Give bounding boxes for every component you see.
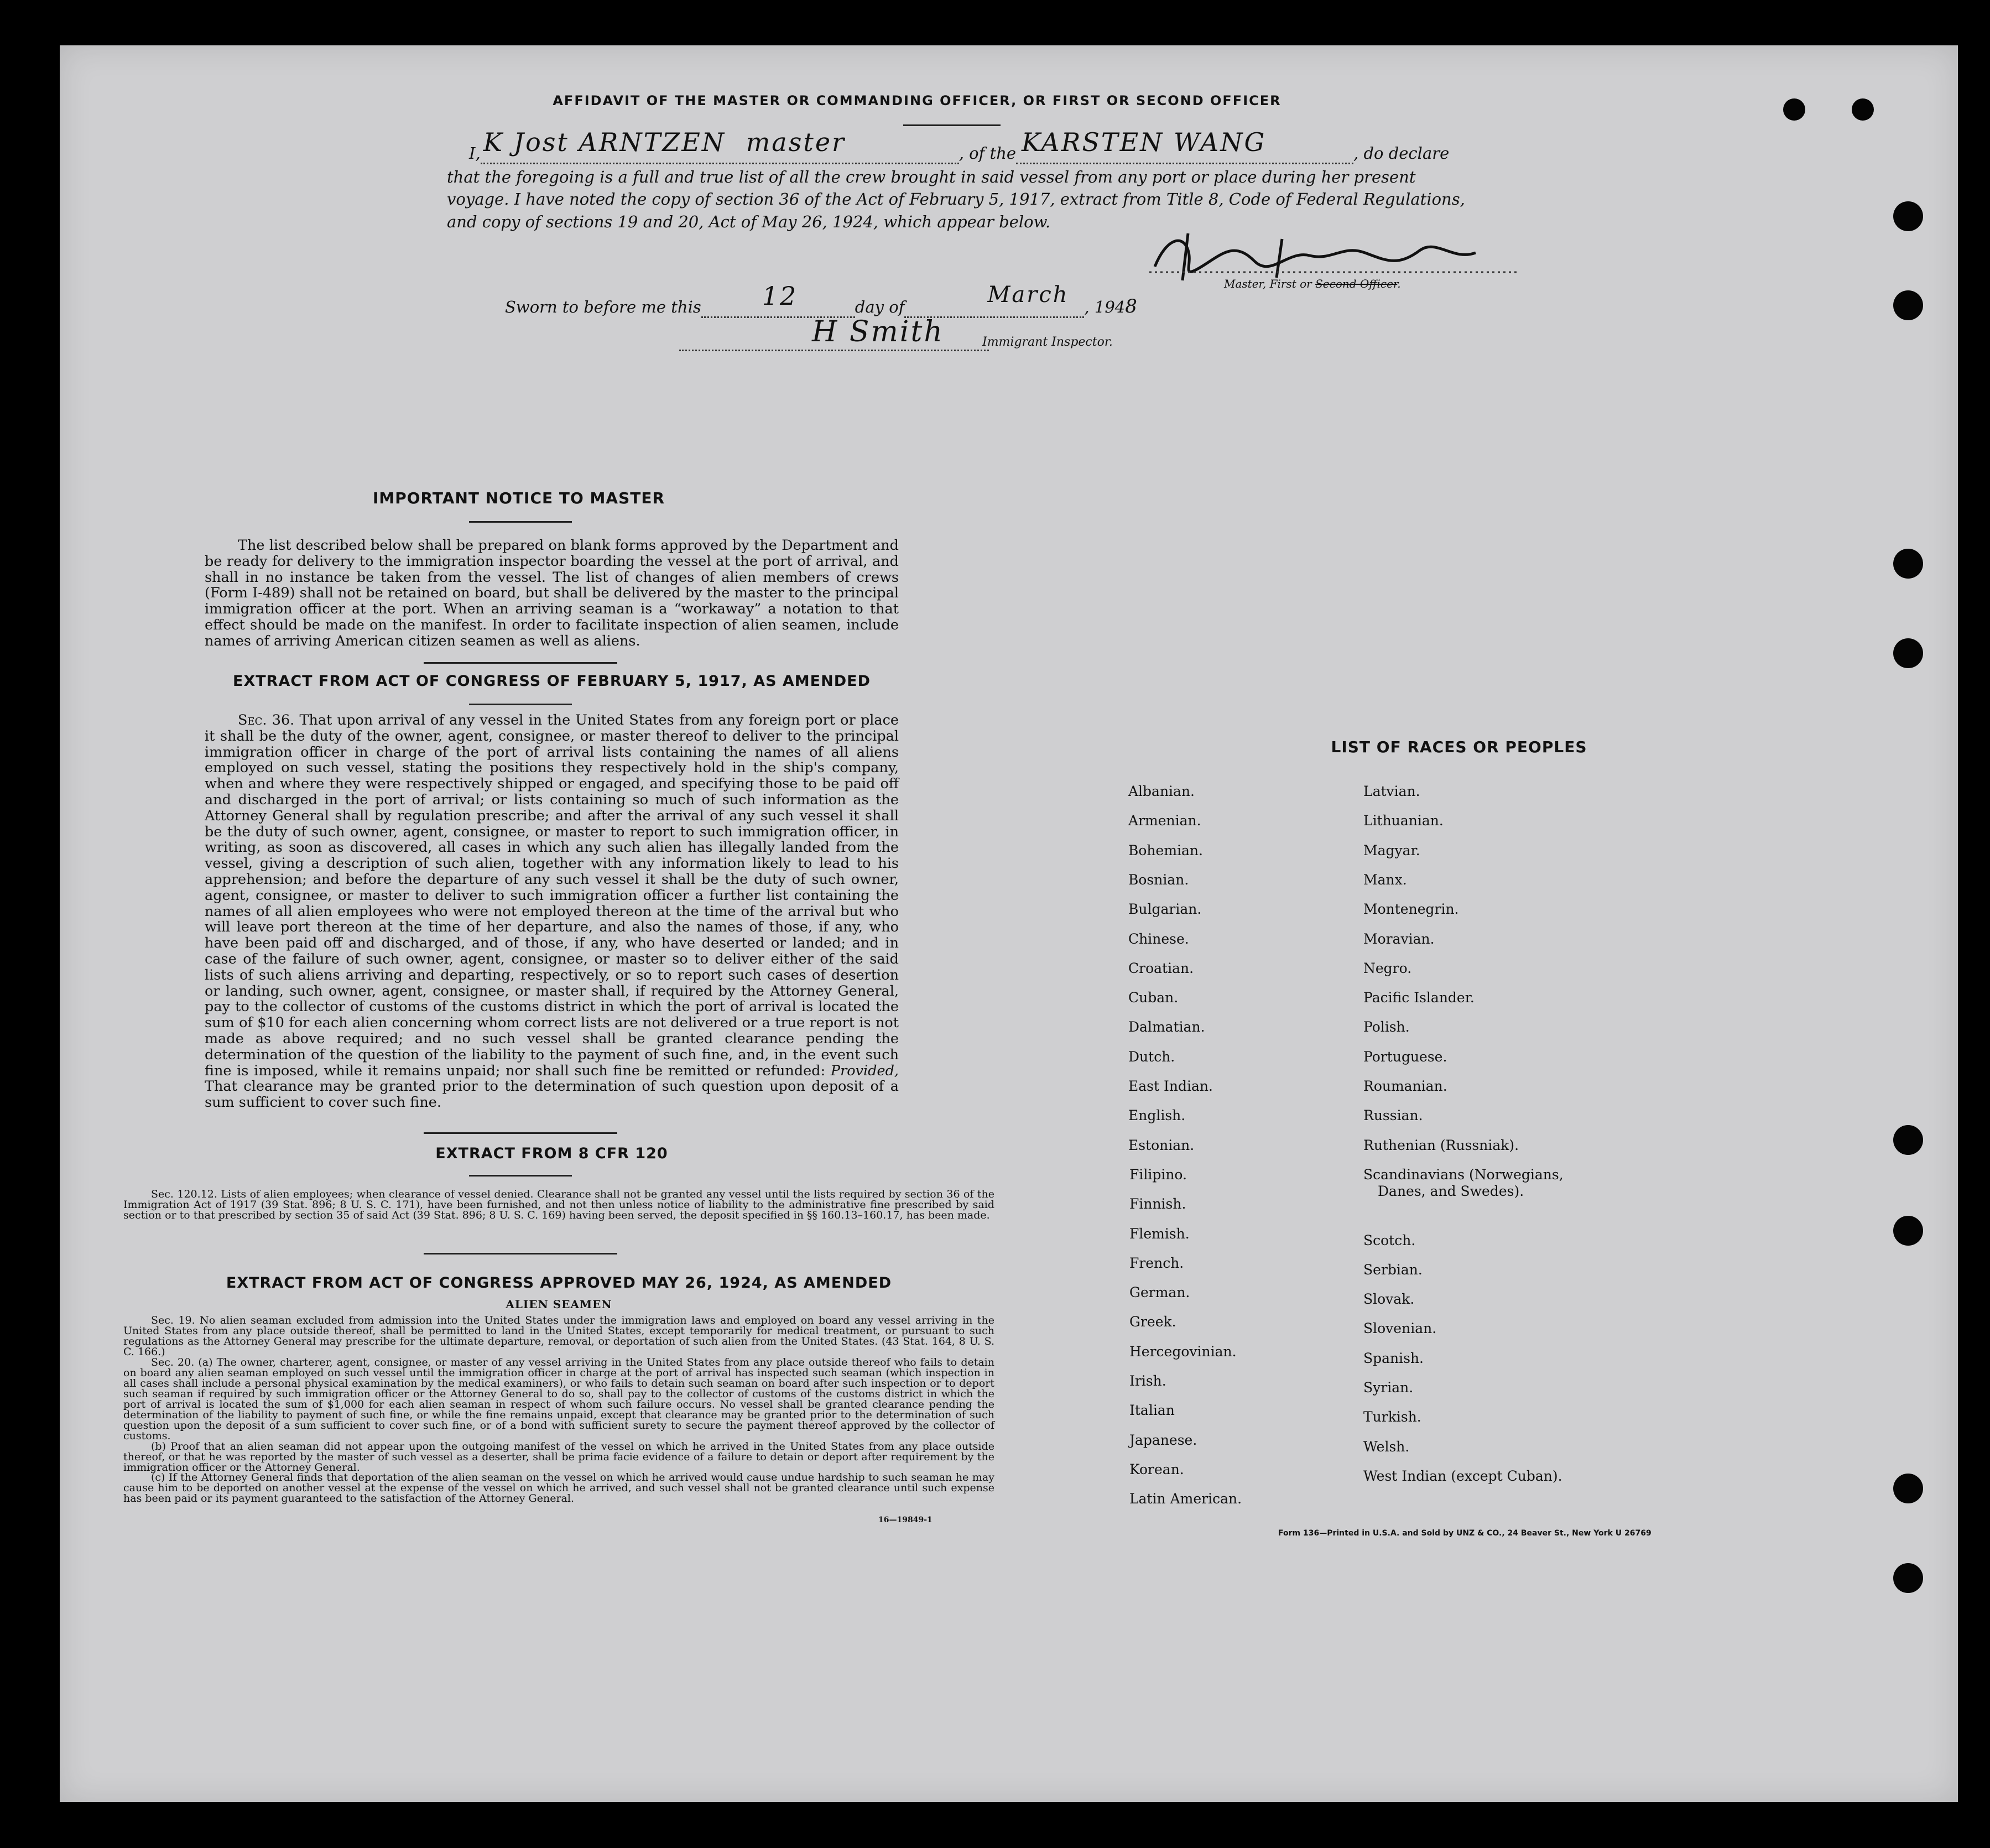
notice-rule bbox=[469, 521, 572, 523]
of-the-label: , of the bbox=[958, 144, 1017, 163]
punch-hole bbox=[1893, 290, 1923, 320]
punch-hole bbox=[1852, 98, 1874, 121]
extract-1917-rule bbox=[469, 704, 572, 705]
race-item: West Indian (except Cuban). bbox=[1363, 1467, 1562, 1484]
race-item: Albanian. bbox=[1128, 783, 1195, 799]
print-code: 16—19849-1 bbox=[878, 1516, 933, 1524]
race-item: Dalmatian. bbox=[1128, 1019, 1205, 1035]
punch-hole bbox=[1893, 201, 1923, 231]
cfr-title: EXTRACT FROM 8 CFR 120 bbox=[435, 1145, 668, 1162]
race-item: Turkish. bbox=[1363, 1409, 1421, 1425]
punch-hole bbox=[1893, 1125, 1923, 1155]
race-item: Croatian. bbox=[1128, 960, 1194, 976]
race-item: Polish. bbox=[1363, 1019, 1410, 1035]
race-item: Slovenian. bbox=[1363, 1320, 1437, 1337]
inspector-signature: H Smith bbox=[812, 315, 944, 348]
extract-1924-title: EXTRACT FROM ACT OF CONGRESS APPROVED MAY 26, 1924, AS AMENDED bbox=[226, 1274, 892, 1292]
sworn-line: Sworn to before me this 12 day of March , 1948 bbox=[505, 281, 1139, 317]
master-name: K Jost ARNTZEN bbox=[483, 127, 726, 157]
affidavit-title: AFFIDAVIT OF THE MASTER OR COMMANDING OFFICER, OR FIRST OR SECOND OFFICER bbox=[553, 93, 1281, 108]
section-divider bbox=[424, 1132, 617, 1134]
race-item: Welsh. bbox=[1363, 1438, 1410, 1455]
race-item: Spanish. bbox=[1363, 1350, 1424, 1366]
sworn-day: 12 bbox=[762, 281, 798, 311]
race-item: Korean. bbox=[1129, 1461, 1184, 1477]
cfr-rule bbox=[469, 1175, 572, 1177]
title-rule bbox=[903, 124, 1001, 126]
punch-hole bbox=[1893, 638, 1923, 668]
race-item: Russian. bbox=[1363, 1107, 1423, 1124]
race-item: Pacific Islander. bbox=[1363, 990, 1475, 1006]
race-item: Japanese. bbox=[1129, 1431, 1197, 1448]
extract-1917-text: Sec. 36. That upon arrival of any vessel in the United States from any foreign port or place it shall be the duty of the owner, agent, consignee, or master thereof to deliver to the principal immigration officer in charge of the port of arrival lists containing the names of all aliens employed on such vessel, stating the positions they respectively hold in the ship's company, when and where they were respectively shipped or engaged, and specifying those to be paid off and discharged in the port of arrival; or lists containing so much of such information as the Attorney General shall by regulation prescribe; and after the arrival of any such vessel it shall be the duty of such owner, agent, consignee, or master to report to such immigration officer, in writing, as soon as discovered, all cases in which any such alien has illegally landed from the vessel, giving a description of such alien, together with any information likely to lead to his apprehension; and before the departure of any such vessel it shall be the duty of such owner, agent, consignee, or master to deliver to such immigration officer a further list containing the names of all alien employees who were not employed thereon at the time of the arrival but who will leave port thereon at the time of her departure, and also the names of those, if any, who have been paid off and discharged, and of those, if any, who have deserted or landed; and in case of the failure of such owner, agent, consignee, or master so to deliver either of the said lists of such aliens arriving and departing, respectively, or so to report such cases of desertion or landing, such owner, agent, consignee, or master shall, if required by the Attorney General, pay to the collector of customs of the customs district in which the port of arrival is located the sum of $10 for each alien concerning whom correct lists are not delivered or a true report is not made as above required; and no such vessel shall be granted clearance pending the determination of the question of the liability to the payment of such fine, and, in the event such fine is imposed, while it remains unpaid; nor shall such fine be remitted or refunded: Provided, That clearance may be granted prior to the determination of such question upon deposit of a sum sufficient to cover such fine. bbox=[205, 712, 899, 1111]
race-item: Flemish. bbox=[1129, 1225, 1190, 1242]
race-item: Montenegrin. bbox=[1363, 901, 1459, 918]
race-item: Chinese. bbox=[1128, 930, 1189, 947]
race-item: Latvian. bbox=[1363, 783, 1420, 799]
race-item: Moravian. bbox=[1363, 930, 1435, 947]
race-item: Cuban. bbox=[1128, 990, 1179, 1006]
race-item: Portuguese. bbox=[1363, 1048, 1447, 1065]
sworn-month: March bbox=[987, 282, 1069, 308]
race-item: Lithuanian. bbox=[1363, 813, 1444, 829]
affidavit-line-2: that the foregoing is a full and true list of all the crew brought in said vessel from any port or place during her present bbox=[447, 168, 1416, 186]
inspector-caption: Immigrant Inspector. bbox=[982, 335, 1113, 349]
notice-title: IMPORTANT NOTICE TO MASTER bbox=[372, 489, 665, 507]
race-item: Manx. bbox=[1363, 871, 1407, 888]
extract-1924-subtitle: ALIEN SEAMEN bbox=[506, 1298, 612, 1311]
do-declare-label: , do declare bbox=[1353, 144, 1450, 163]
section-divider bbox=[424, 662, 617, 664]
sec-20c-text: (c) If the Attorney General finds that deportation of the alien seaman on the vessel on which he arrived would cause undue hardship to such seaman he may cause him to be deported on another vessel at the expense of the vessel on which he arrived, and such vessel shall not be granted clearance until such expense has been paid or its payment guaranteed to the satisfaction of the Attorney General. bbox=[123, 1471, 994, 1505]
race-item: Roumanian. bbox=[1363, 1078, 1447, 1094]
cfr-text: Sec. 120.12. Lists of alien employees; when clearance of vessel denied. Clearance shall not be granted any vessel until the lists required by section 36 of the Immigration Act of 1917 (39 Stat. 896; 8 U. S. C. 171), have been furnished, and not then unless notice of liability to the administrative fine prescribed by said section or to that prescribed by section 35 of said Act (39 Stat. 896; 8 U. S. C. 169) having been served, the deposit specified in §§ 160.13–160.17, has been made. bbox=[123, 1188, 994, 1221]
master-name-field bbox=[481, 127, 959, 164]
affidavit-line-1 bbox=[469, 127, 1575, 164]
race-item: Dutch. bbox=[1128, 1048, 1175, 1065]
vessel-name-field bbox=[1016, 127, 1353, 164]
race-item: East Indian. bbox=[1128, 1078, 1213, 1094]
master-role: master bbox=[746, 127, 846, 157]
race-item: Latin American. bbox=[1129, 1491, 1242, 1507]
race-item: Slovak. bbox=[1363, 1291, 1415, 1308]
document-page bbox=[60, 45, 1958, 1802]
sworn-year: 194 bbox=[1094, 298, 1126, 316]
race-item: French. bbox=[1129, 1254, 1184, 1271]
race-item: Hercegovinian. bbox=[1129, 1343, 1237, 1360]
race-item: Danes, and Swedes). bbox=[1378, 1183, 1524, 1199]
i-prefix: I, bbox=[469, 144, 481, 163]
punch-hole bbox=[1783, 98, 1805, 121]
race-item: Finnish. bbox=[1129, 1196, 1186, 1212]
sec-20a-text: Sec. 20. (a) The owner, charterer, agent, consignee, or master of any vessel arriving in the United States from any place outside thereof who fails to detain on board any alien seaman employed on such vessel until the immigration officer in charge at the port of arrival has inspected such seaman (which inspection in all cases shall include a personal physical examination by the medical examiners), or who fails to detain such seaman on board after such inspection or to deport such seaman if required by such immigration officer or the Attorney General to do so, shall pay to the collector of customs of the customs district in which the port of arrival is located the sum of $1,000 for each alien seaman in respect of whom such failure occurs. No vessel shall be granted clearance pending the determination of the liability to payment of such fine, or while the fine remains unpaid, except that clearance may be granted prior to the determination of such question upon the deposit of a sum sufficient to cover such fine, or of a bond with sufficient surety to secure the payment thereof approved by the collector of customs. bbox=[123, 1356, 994, 1442]
punch-hole bbox=[1893, 1216, 1923, 1246]
punch-hole bbox=[1893, 549, 1923, 579]
race-item: Bosnian. bbox=[1128, 871, 1189, 888]
race-item: German. bbox=[1129, 1284, 1190, 1301]
signature-caption: Master, First or Second Officer. bbox=[1224, 277, 1401, 290]
race-item: Scandinavians (Norwegians, bbox=[1363, 1166, 1564, 1183]
affidavit-line-3: voyage. I have noted the copy of section 36 of the Act of February 5, 1917, extract from Title 8, Code of Federal Regulations, bbox=[447, 190, 1465, 209]
race-item: Bohemian. bbox=[1128, 842, 1203, 858]
race-item: Magyar. bbox=[1363, 842, 1420, 858]
sec-19-text: Sec. 19. No alien seaman excluded from admission into the United States under the immigration laws and employed on board any vessel arriving in the United States from any place outside thereof, shall be permitted to land in the United States, except temporarily for medical treatment, or pursuant to such regulations as the Attorney General may prescribe for the ultimate departure, removal, or deportation of such alien from the United States. (43 Stat. 164, 8 U. S. C. 166.) bbox=[123, 1314, 994, 1358]
race-item: Greek. bbox=[1129, 1314, 1176, 1330]
race-item: Bulgarian. bbox=[1128, 901, 1202, 918]
race-item: Serbian. bbox=[1363, 1261, 1423, 1278]
race-item: Scotch. bbox=[1363, 1232, 1416, 1248]
extract-1917-title: EXTRACT FROM ACT OF CONGRESS OF FEBRUARY 5, 1917, AS AMENDED bbox=[233, 673, 871, 690]
races-title: LIST OF RACES OR PEOPLES bbox=[1331, 738, 1587, 756]
race-item: English. bbox=[1128, 1107, 1186, 1124]
vessel-name: KARSTEN WANG bbox=[1022, 127, 1267, 157]
race-item: Armenian. bbox=[1128, 813, 1201, 829]
race-item: Filipino. bbox=[1129, 1166, 1187, 1183]
race-item: Syrian. bbox=[1363, 1380, 1414, 1396]
race-item: Ruthenian (Russniak). bbox=[1363, 1137, 1519, 1153]
sec-20b-text: (b) Proof that an alien seaman did not appear upon the outgoing manifest of the vessel on which he arrived in the United States from any place outside thereof, or that he was reported by the master of such vessel as a deserter, shall be prima facie evidence of a failure to detain or deport after requirement by the immigration officer or the Attorney General. bbox=[123, 1440, 994, 1474]
race-item: Negro. bbox=[1363, 960, 1412, 976]
affidavit-line-4: and copy of sections 19 and 20, Act of May 26, 1924, which appear below. bbox=[447, 212, 1051, 231]
race-item: Irish. bbox=[1129, 1373, 1166, 1389]
sworn-year-hand: 8 bbox=[1125, 295, 1139, 317]
form-footer: Form 136—Printed in U.S.A. and Sold by UNZ & CO., 24 Beaver St., New York U 26769 bbox=[1278, 1529, 1652, 1538]
section-divider bbox=[424, 1253, 617, 1254]
punch-hole bbox=[1893, 1474, 1923, 1503]
notice-text: The list described below shall be prepared on blank forms approved by the Department and be ready for delivery to the immigration inspector boarding the vessel at the port of arrival, and shall in no instance be taken from the vessel. The list of changes of alien members of crews (Form I-489) shall not be retained on board, but shall be delivered by the master to the principal immigration officer at the port. When an arriving seaman is a “workaway” a notation to that effect should be made on the manifest. In order to facilitate inspection of alien seamen, include names of arriving American citizen seamen as well as aliens. bbox=[205, 537, 899, 649]
race-item: Italian bbox=[1129, 1402, 1175, 1419]
punch-hole bbox=[1893, 1563, 1923, 1593]
race-item: Estonian. bbox=[1128, 1137, 1195, 1153]
